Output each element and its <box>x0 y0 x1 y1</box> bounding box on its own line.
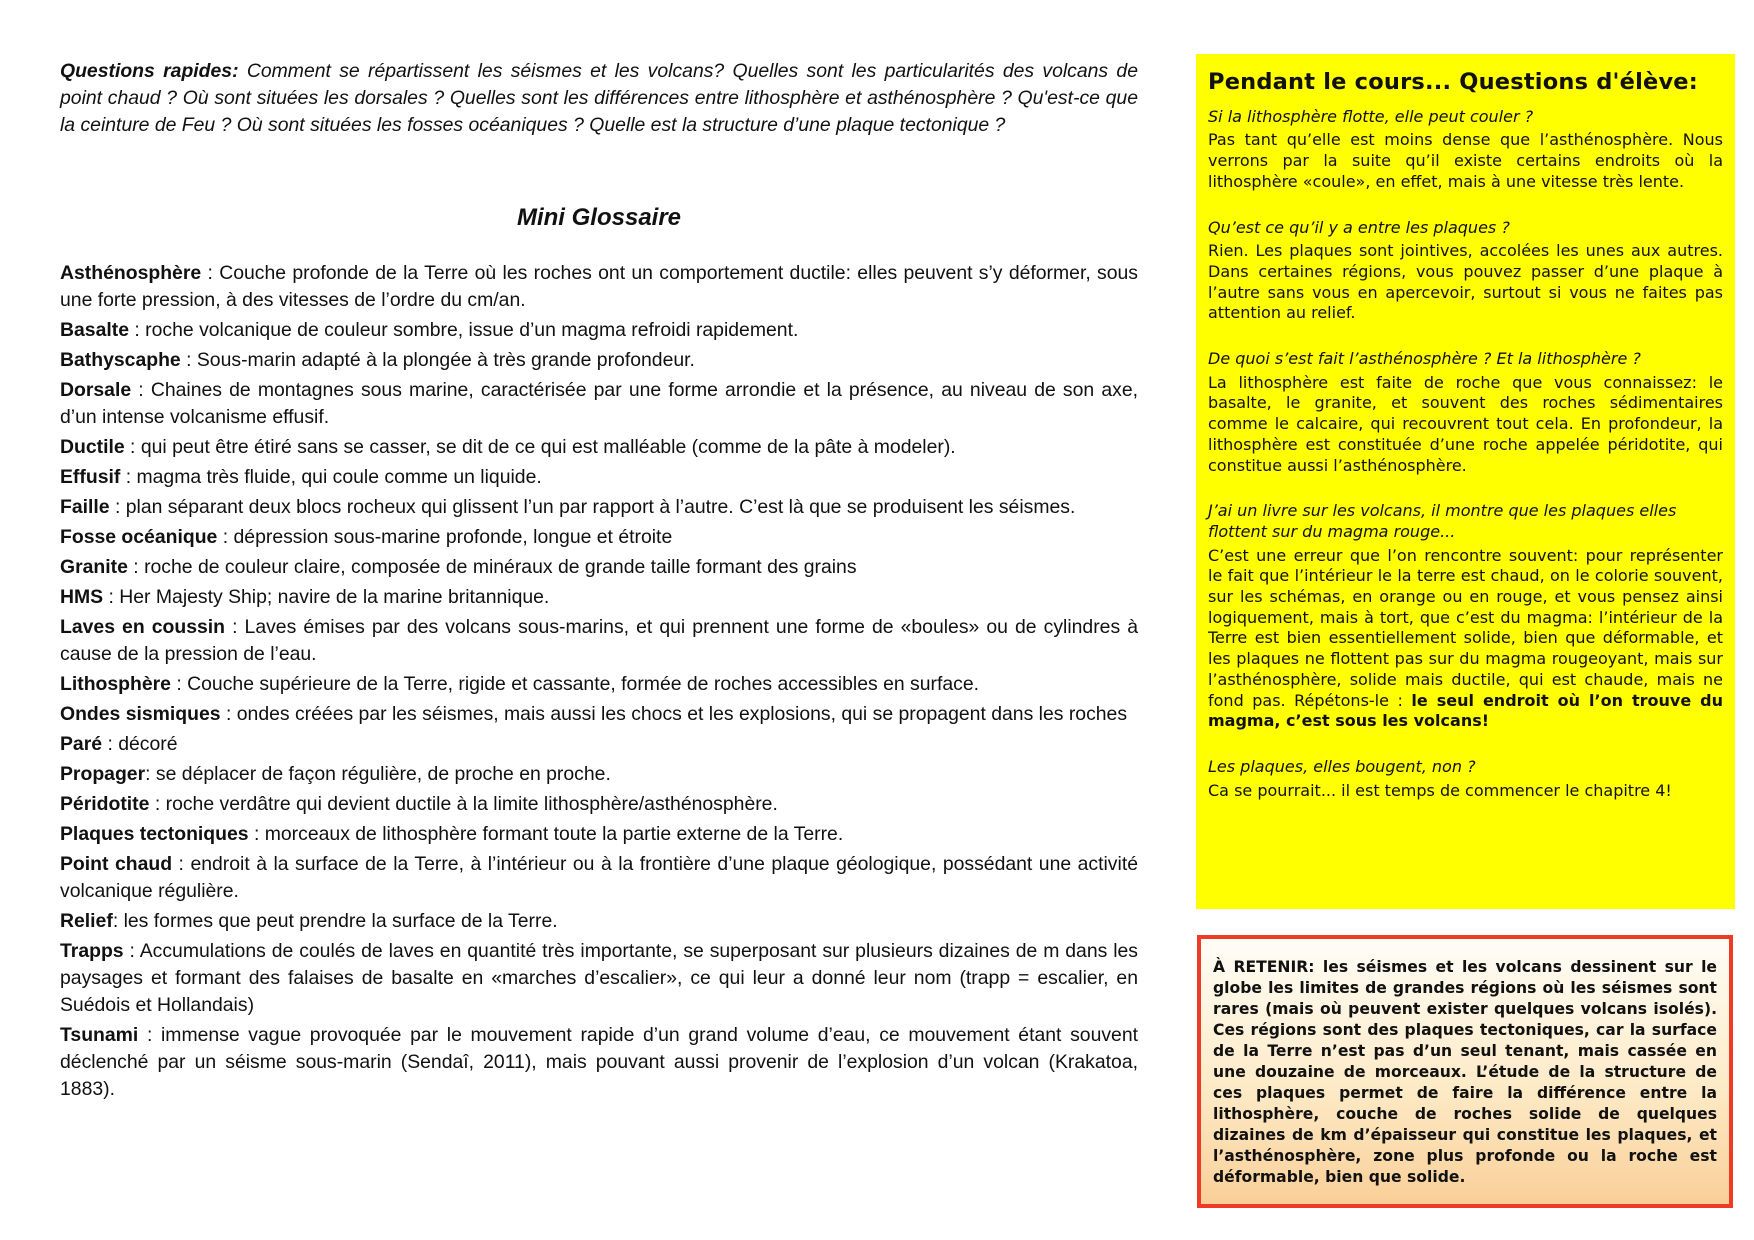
student-questions-title: Pendant le cours... Questions d'élève: <box>1208 69 1698 95</box>
glossary-separator: : <box>220 703 237 725</box>
glossary-separator: : <box>225 616 245 638</box>
teacher-answer <box>1208 781 1723 802</box>
glossary-term: Asthénosphère <box>60 262 202 284</box>
teacher-answer <box>1208 546 1723 732</box>
glossary-entry <box>60 494 1138 521</box>
glossary-definition: endroit à la surface de la Terre, à l’intérieur ou à la frontière d’une plaque géologique, possédant une activité volcanique régulière. <box>60 853 1138 902</box>
qa-item <box>1208 107 1723 193</box>
student-question: Qu’est ce qu’il y a entre les plaques ? <box>1208 217 1510 237</box>
glossary-entry <box>60 851 1138 905</box>
glossary-term: Point chaud <box>60 853 173 875</box>
glossary-term: Fosse océanique <box>60 526 218 548</box>
glossary-entry <box>60 761 1138 788</box>
glossary-separator: : <box>120 466 137 488</box>
glossary-term: Péridotite <box>60 793 150 815</box>
glossary-entry <box>60 260 1138 314</box>
glossary-separator: : <box>217 526 234 548</box>
qa-item <box>1208 757 1723 801</box>
quick-questions <box>60 58 1138 139</box>
glossary-term: Lithosphère <box>60 673 171 695</box>
glossary-definition: Laves émises par des volcans sous-marins, et qui prennent une forme de «boules» ou de cylindres à cause de la pression de l’eau. <box>60 616 1138 665</box>
glossary-entry <box>60 938 1138 1019</box>
qa-item <box>1208 218 1723 325</box>
glossary-entry <box>60 317 1138 344</box>
glossary-term: Bathyscaphe <box>60 349 181 371</box>
glossary-term: Paré <box>60 733 103 755</box>
glossary-separator: : <box>145 763 156 785</box>
student-questions-panel <box>1196 54 1735 909</box>
glossary-separator: : <box>180 349 197 371</box>
glossary-definition: roche verdâtre qui devient ductile à la limite lithosphère/asthénosphère. <box>165 793 778 815</box>
glossary-entry <box>60 731 1138 758</box>
glossary-entry <box>60 614 1138 668</box>
glossary-entry <box>60 671 1138 698</box>
glossary-term: Basalte <box>60 319 129 341</box>
glossary-entry <box>60 524 1138 551</box>
glossary-term: Relief <box>60 910 113 932</box>
glossary-separator: : <box>103 586 120 608</box>
glossary-entry <box>60 584 1138 611</box>
glossary-separator: : <box>112 910 124 932</box>
glossary-separator: : <box>123 940 140 962</box>
teacher-answer <box>1208 130 1723 192</box>
teacher-answer <box>1208 373 1723 477</box>
glossary-entry <box>60 1022 1138 1103</box>
glossary-definition: dépression sous-marine profonde, longue et étroite <box>233 526 673 548</box>
glossary-entry <box>60 701 1138 728</box>
glossary-separator: : <box>138 1024 161 1046</box>
student-question: Si la lithosphère flotte, elle peut couler ? <box>1208 106 1534 126</box>
glossary-separator: : <box>131 379 151 401</box>
glossary-definition: Chaines de montagnes sous marine, caractérisée par une forme arrondie et la présence, au niveau de son axe, d’un intense volcanisme effusif. <box>60 379 1138 428</box>
glossary-title: Mini Glossaire <box>516 204 682 231</box>
glossary-term: Laves en coussin <box>60 616 226 638</box>
glossary-definition: les formes que peut prendre la surface de la Terre. <box>123 910 558 932</box>
qa-item <box>1208 501 1723 732</box>
glossary-term: Faille <box>60 496 110 518</box>
glossary-definition: plan séparant deux blocs rocheux qui glissent l’un par rapport à l’autre. C’est là que se produisent les séismes. <box>125 496 1076 518</box>
glossary-separator: : <box>201 262 220 284</box>
teacher-answer <box>1208 241 1723 324</box>
glossary-entry <box>60 377 1138 431</box>
glossary-definition: Couche profonde de la Terre où les roches ont un comportement ductile: elles peuvent s’y déformer, sous une forte pression, à des vitesses de l’ordre du cm/an. <box>60 262 1138 311</box>
glossary-separator: : <box>149 793 166 815</box>
glossary-definition: décoré <box>118 733 178 755</box>
answer-emphasis: le seul endroit où l’on trouve du magma, c’est sous les volcans! <box>1208 690 1723 731</box>
glossary-separator: : <box>124 436 141 458</box>
quick-questions-label: Questions rapides: <box>60 60 239 82</box>
qa-item <box>1208 349 1723 476</box>
glossary-definition: immense vague provoquée par le mouvement rapide d’un grand volume d’eau, ce mouvement étant souvent déclenché par un séisme sous-marin (Sendaî, 2011), mais pouvant aussi provenir de l’explosion d’un volcan (Krakatoa, 1883). <box>60 1024 1139 1100</box>
glossary-separator: : <box>127 556 145 578</box>
answer-text: Pas tant qu’elle est moins dense que l’asthénosphère. Nous verrons par la suite qu’il existe certains endroits où la lithosphère «coule», en effet, mais à une vitesse très lente. <box>1208 130 1723 191</box>
glossary-definition: morceaux de lithosphère formant toute la partie externe de la Terre. <box>264 823 844 845</box>
answer-text: Ca se pourrait... il est temps de commencer le chapitre 4! <box>1208 780 1672 800</box>
glossary-definition: Accumulations de coulés de laves en quantité très importante, se superposant sur plusieurs dizaines de m dans les paysages et formant des falaises de basalte en «marches d’escalier», ce qui leur a donné leur nom (trapp = escalier, en Suédois et Hollandais) <box>60 940 1138 1016</box>
glossary-separator: : <box>170 673 188 695</box>
glossary-definition: roche de couleur claire, composée de minéraux de grande taille formant des grains <box>144 556 857 578</box>
glossary-term: Ductile <box>60 436 125 458</box>
quick-questions-text: Comment se répartissent les séismes et les volcans? Quelles sont les particularités des volcans de point chaud ? Où sont situées les dorsales ? Quelles sont les différences entre lithosphère et asthénosphère ? Qu'est-ce que la ceinture de Feu ? Où sont situées les fosses océaniques ? Quelle est la structure d’une plaque tectonique ? <box>60 60 1138 136</box>
glossary-separator: : <box>102 733 119 755</box>
glossary-entry <box>60 821 1138 848</box>
glossary-entry <box>60 434 1138 461</box>
glossary-separator: : <box>129 319 146 341</box>
glossary-term: Plaques tectoniques <box>60 823 249 845</box>
glossary-definition: Her Majesty Ship; navire de la marine britannique. <box>119 586 550 608</box>
glossary-definition: Couche supérieure de la Terre, rigide et cassante, formée de roches accessibles en surface. <box>187 673 979 695</box>
glossary-separator: : <box>248 823 265 845</box>
glossary-term: Propager <box>60 763 146 785</box>
glossary-term: Dorsale <box>60 379 132 401</box>
qa-list <box>1208 107 1723 802</box>
answer-text: Rien. Les plaques sont jointives, accolées les unes aux autres. Dans certaines régions, vous pouvez passer d’une plaque à l’autre sans vous en apercevoir, surtout si vous ne faites pas attention au relief. <box>1208 241 1723 323</box>
key-takeaway-text: À RETENIR: les séismes et les volcans dessinent sur le globe les limites de grandes régions où les séismes sont rares (mais où peuvent exister quelques volcans isolés). Ces régions sont des plaques tectoniques, car la surface de la Terre n’est pas d’un seul tenant, mais cassée en une douzaine de morceaux. L’étude de la structure de ces plaques permet de faire la différence entre la lithosphère, couche de roches solide de quelques dizaines de km d’épaisseur qui constitue les plaques, et l’asthénosphère, zone plus profonde ou la roche est déformable, bien que solide. <box>1213 958 1717 1186</box>
student-question: Les plaques, elles bougent, non ? <box>1208 756 1476 776</box>
key-takeaway-box <box>1197 935 1733 1208</box>
glossary-definition: se déplacer de façon régulière, de proche en proche. <box>155 763 611 785</box>
glossary-term: HMS <box>60 586 104 608</box>
glossary-definition: ondes créées par les séismes, mais aussi les chocs et les explosions, qui se propagent dans les roches <box>236 703 1128 725</box>
answer-text: C’est une erreur que l’on rencontre souvent: pour représenter le fait que l’intérieur le la terre est chaud, on le colorie souvent, sur les schémas, en orange ou en rouge, et vous pensez ainsi logiquement, mais à tort, que c’est du magma: l’intérieur de la Terre est bien essentiellement solide, bien que déformable, et les plaques ne flottent pas sur du magma rougeoyant, mais sur l’asthénosphère, solide mais ductile, qui est chaude, mais ne fond pas. Répétons-le : <box>1208 545 1723 710</box>
glossary-term: Tsunami <box>60 1024 139 1046</box>
glossary-definition: roche volcanique de couleur sombre, issue d’un magma refroidi rapidement. <box>145 319 799 341</box>
glossary-separator: : <box>172 853 191 875</box>
student-question: De quoi s’est fait l’asthénosphère ? Et la lithosphère ? <box>1208 349 1641 369</box>
glossary-entry <box>60 464 1138 491</box>
glossary-entry <box>60 347 1138 374</box>
glossary-entry <box>60 554 1138 581</box>
main-column <box>60 58 1138 1106</box>
glossary-term: Effusif <box>60 466 121 488</box>
glossary-term: Ondes sismiques <box>60 703 221 725</box>
glossary-entry <box>60 908 1138 935</box>
glossary-separator: : <box>109 496 126 518</box>
glossary-definition: magma très fluide, qui coule comme un liquide. <box>136 466 542 488</box>
glossary-definition: Sous-marin adapté à la plongée à très grande profondeur. <box>196 349 695 371</box>
student-question: J’ai un livre sur les volcans, il montre que les plaques elles flottent sur du magma rouge... <box>1208 501 1677 541</box>
glossary-term: Trapps <box>60 940 124 962</box>
answer-text: La lithosphère est faite de roche que vous connaissez: le basalte, le granite, et souvent des roches sédimentaires comme le calcaire, qui recouvrent tout cela. En profondeur, la lithosphère est constituée d’une roche appelée péridotite, qui constitue aussi l’asthénosphère. <box>1208 372 1723 475</box>
glossary-term: Granite <box>60 556 128 578</box>
glossary-entry <box>60 791 1138 818</box>
glossary-list <box>60 260 1138 1103</box>
glossary-definition: qui peut être étiré sans se casser, se dit de ce qui est malléable (comme de la pâte à modeler). <box>140 436 956 458</box>
